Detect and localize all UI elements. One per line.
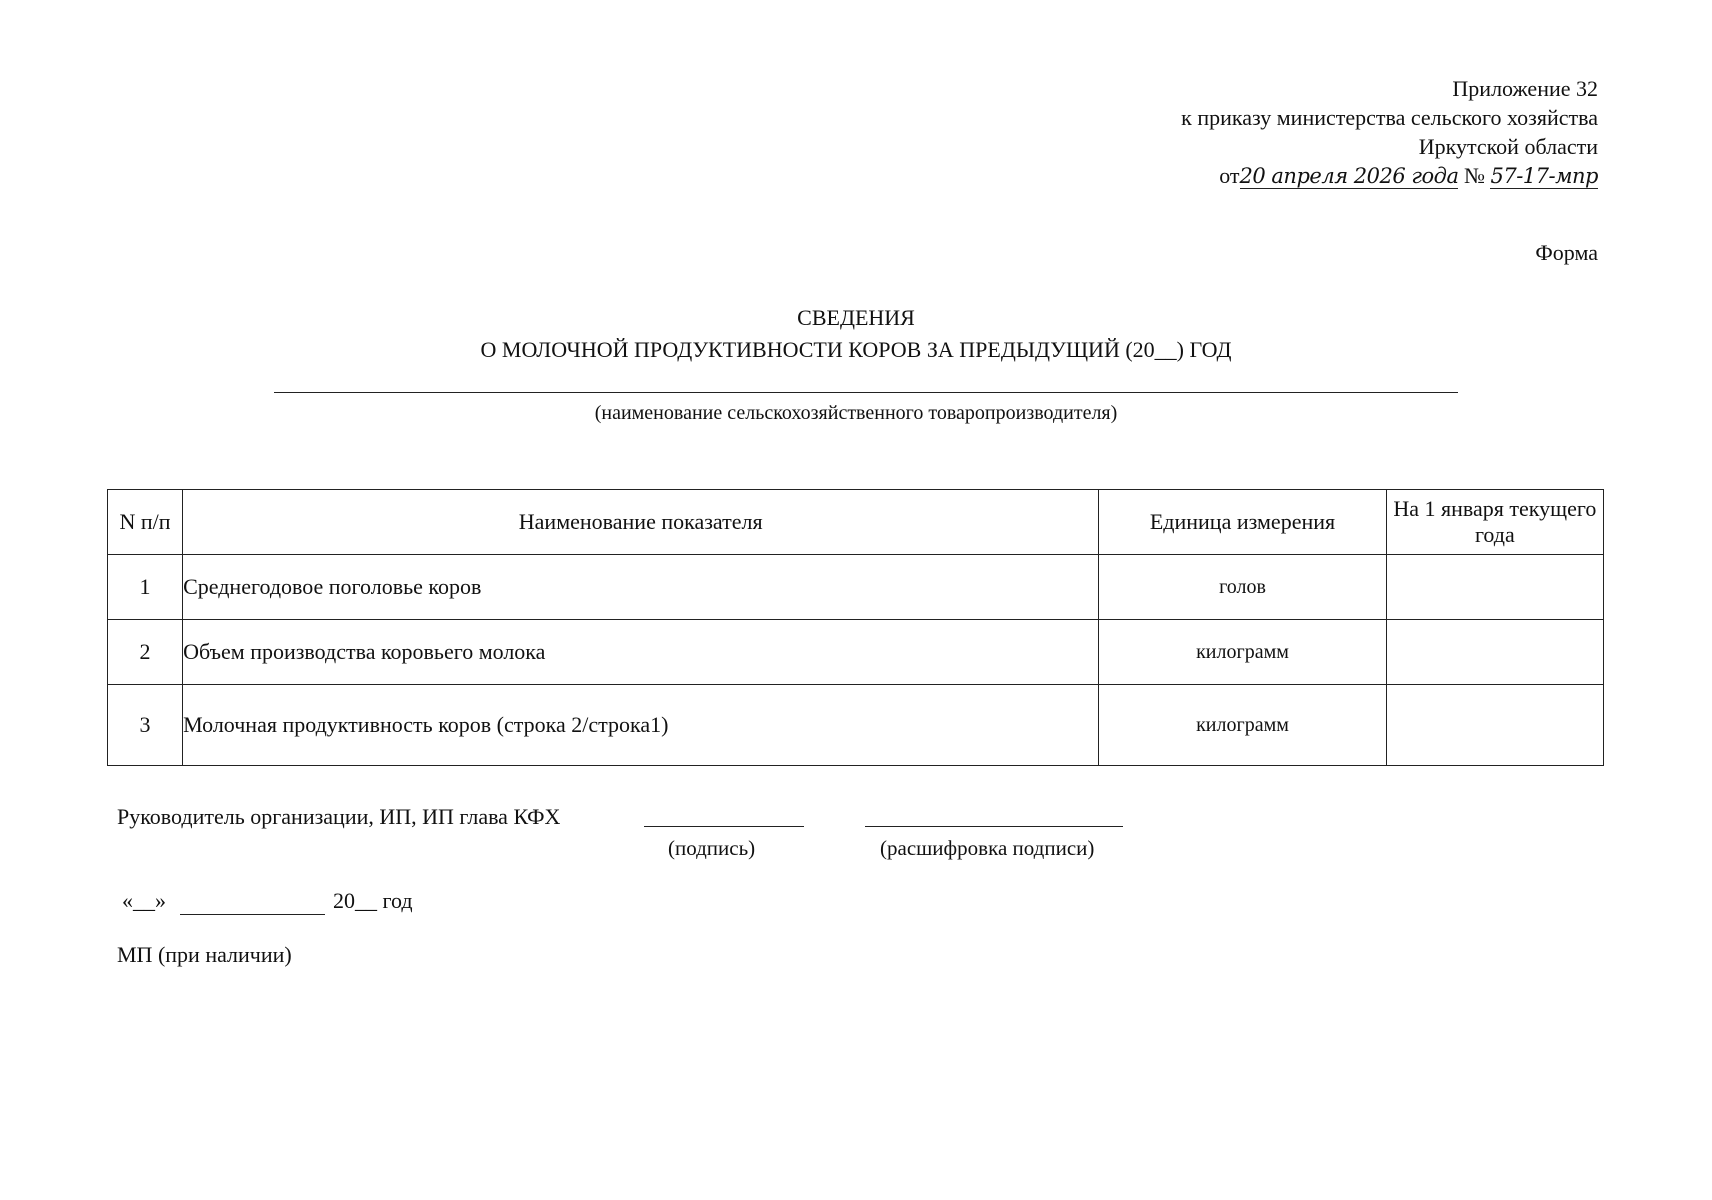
row-value — [1386, 555, 1603, 620]
form-label: Форма — [1535, 240, 1598, 265]
productivity-table — [107, 489, 1604, 766]
header-value: На 1 января текущего года — [1386, 490, 1603, 555]
table-row — [108, 620, 1604, 685]
date-month-line — [180, 914, 325, 915]
handwritten-number: 57-17-мпр — [1490, 164, 1598, 188]
document-title — [0, 302, 1712, 366]
order-reference: к приказу министерства сельского хозяйства — [1181, 105, 1598, 130]
signature-caption: (подпись) — [668, 836, 756, 860]
head-label: Руководитель организации, ИП, ИП глава КФХ — [117, 804, 561, 829]
date-year: 20__ год — [333, 888, 413, 913]
row-value — [1386, 620, 1603, 685]
row-unit: килограмм — [1099, 620, 1386, 685]
date-prefix: от — [1219, 163, 1240, 188]
row-value — [1386, 685, 1603, 766]
row-num: 3 — [108, 685, 183, 766]
table-header-row — [108, 490, 1604, 555]
row-name: Среднегодовое поголовье коров — [183, 555, 1099, 620]
producer-name-line — [274, 392, 1458, 393]
order-date-line — [1038, 161, 1598, 190]
row-num: 2 — [108, 620, 183, 685]
row-unit: голов — [1099, 555, 1386, 620]
seal-label: МП (при наличии) — [117, 942, 292, 967]
title-line-2: О МОЛОЧНОЙ ПРОДУКТИВНОСТИ КОРОВ ЗА ПРЕДЫДУЩИЙ (20__) ГОД — [480, 337, 1232, 362]
handwritten-date: 20 апреля 2026 года — [1239, 164, 1459, 188]
header-num: N п/п — [108, 490, 183, 555]
row-name: Объем производства коровьего молока — [183, 620, 1099, 685]
producer-name-caption: (наименование сельскохозяйственного товаропроизводителя) — [594, 402, 1118, 424]
row-num: 1 — [108, 555, 183, 620]
row-unit: килограмм — [1099, 685, 1386, 766]
header-name: Наименование показателя — [183, 490, 1099, 555]
row-name: Молочная продуктивность коров (строка 2/строка1) — [183, 685, 1099, 766]
signature-line — [644, 826, 804, 827]
region-name: Иркутской области — [1418, 134, 1598, 159]
title-line-1: СВЕДЕНИЯ — [797, 305, 915, 330]
appendix-number: Приложение 32 — [1452, 76, 1598, 101]
table-row — [108, 555, 1604, 620]
number-prefix: № — [1463, 163, 1485, 188]
table-row — [108, 685, 1604, 766]
appendix-header — [1038, 74, 1598, 190]
header-unit: Единица измерения — [1099, 490, 1386, 555]
signature-decode-line — [865, 826, 1123, 827]
signature-decode-caption: (расшифровка подписи) — [880, 836, 1095, 860]
date-day: «__» — [122, 888, 166, 913]
